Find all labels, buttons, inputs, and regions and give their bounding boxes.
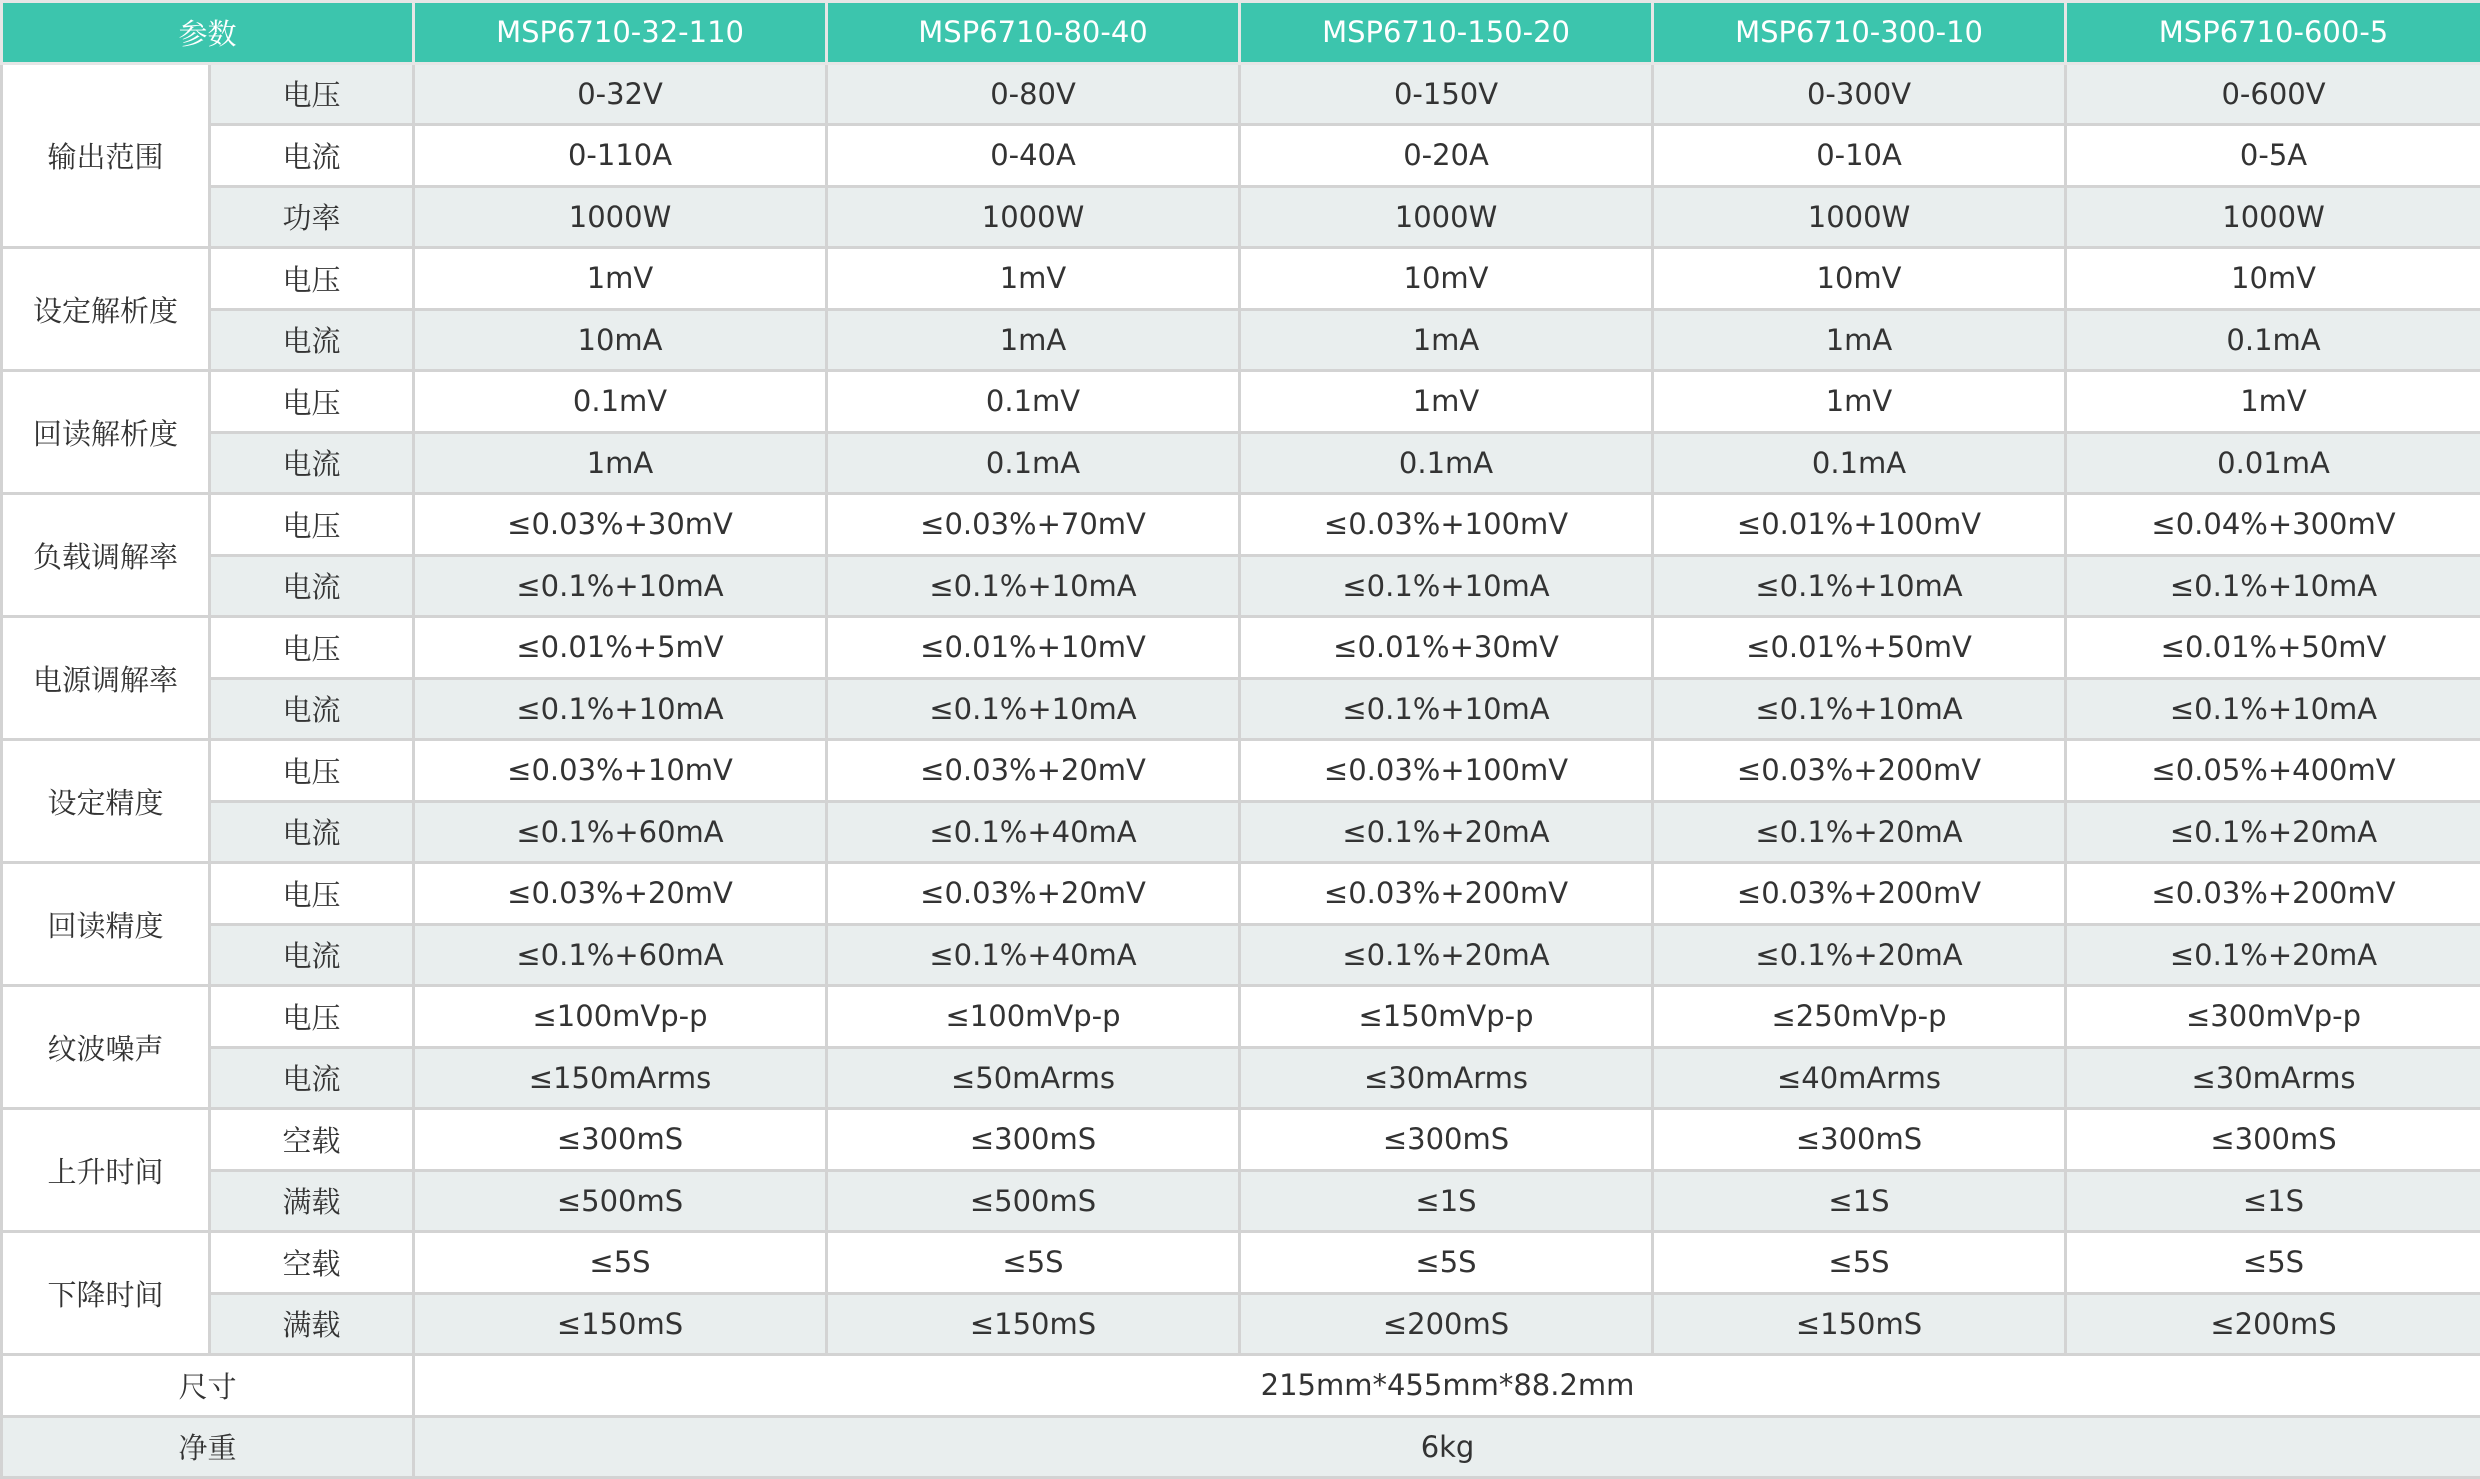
value-cell: ≤0.03%+20mV (827, 863, 1240, 925)
table-row (2, 1416, 2480, 1478)
value-cell: ≤0.01%+30mV (1240, 617, 1653, 679)
sub-label: 电流 (210, 801, 414, 863)
value-cell: ≤0.1%+10mA (1653, 555, 2066, 617)
table-row (2, 1047, 2480, 1109)
table-row (2, 494, 2480, 556)
value-cell: ≤250mVp-p (1653, 986, 2066, 1048)
value-cell: ≤5S (2066, 1232, 2480, 1294)
value-cell: ≤0.03%+70mV (827, 494, 1240, 556)
sub-label: 电压 (210, 371, 414, 433)
value-cell: ≤50mArms (827, 1047, 1240, 1109)
sub-label: 电压 (210, 740, 414, 802)
footer-value: 215mm*455mm*88.2mm (414, 1355, 2480, 1417)
value-cell: 1000W (1240, 186, 1653, 248)
value-cell: ≤0.1%+10mA (1240, 555, 1653, 617)
value-cell: 0.1mA (2066, 309, 2480, 371)
value-cell: 1mV (1653, 371, 2066, 433)
table-row (2, 432, 2480, 494)
value-cell: ≤0.03%+20mV (414, 863, 827, 925)
sub-label: 电压 (210, 863, 414, 925)
value-cell: ≤0.1%+10mA (414, 678, 827, 740)
sub-label: 电流 (210, 924, 414, 986)
value-cell: 0.1mA (1240, 432, 1653, 494)
value-cell: 0-80V (827, 63, 1240, 125)
sub-label: 空载 (210, 1232, 414, 1294)
value-cell: ≤150mVp-p (1240, 986, 1653, 1048)
value-cell: ≤5S (1240, 1232, 1653, 1294)
table-row (2, 1232, 2480, 1294)
value-cell: ≤0.01%+50mV (1653, 617, 2066, 679)
group-label: 上升时间 (2, 1109, 210, 1232)
table-row (2, 248, 2480, 310)
value-cell: 0.01mA (2066, 432, 2480, 494)
value-cell: 0-150V (1240, 63, 1653, 125)
value-cell: 0-600V (2066, 63, 2480, 125)
sub-label: 电压 (210, 248, 414, 310)
value-cell: 0.1mV (414, 371, 827, 433)
value-cell: ≤1S (1653, 1170, 2066, 1232)
value-cell: ≤500mS (414, 1170, 827, 1232)
value-cell: 1000W (2066, 186, 2480, 248)
value-cell: ≤0.1%+20mA (1240, 801, 1653, 863)
value-cell: ≤300mVp-p (2066, 986, 2480, 1048)
group-label: 负载调解率 (2, 494, 210, 617)
value-cell: 1mA (1653, 309, 2066, 371)
value-cell: ≤0.1%+20mA (2066, 924, 2480, 986)
value-cell: 0-32V (414, 63, 827, 125)
value-cell: ≤0.03%+200mV (2066, 863, 2480, 925)
table-row (2, 1355, 2480, 1417)
value-cell: ≤100mVp-p (414, 986, 827, 1048)
value-cell: 10mA (414, 309, 827, 371)
value-cell: ≤0.1%+40mA (827, 801, 1240, 863)
sub-label: 电流 (210, 555, 414, 617)
sub-label: 满载 (210, 1170, 414, 1232)
value-cell: ≤0.1%+10mA (2066, 678, 2480, 740)
value-cell: ≤0.1%+10mA (414, 555, 827, 617)
group-label: 回读解析度 (2, 371, 210, 494)
value-cell: 0-5A (2066, 125, 2480, 187)
sub-label: 满载 (210, 1293, 414, 1355)
value-cell: ≤200mS (2066, 1293, 2480, 1355)
value-cell: 0-20A (1240, 125, 1653, 187)
value-cell: ≤0.03%+200mV (1653, 740, 2066, 802)
group-label: 下降时间 (2, 1232, 210, 1355)
sub-label: 电流 (210, 125, 414, 187)
value-cell: ≤0.1%+10mA (827, 678, 1240, 740)
table-row (2, 924, 2480, 986)
value-cell: ≤30mArms (1240, 1047, 1653, 1109)
value-cell: ≤0.03%+200mV (1653, 863, 2066, 925)
group-label: 设定解析度 (2, 248, 210, 371)
sub-label: 电压 (210, 986, 414, 1048)
value-cell: ≤5S (827, 1232, 1240, 1294)
table-row (2, 801, 2480, 863)
value-cell: 1mV (414, 248, 827, 310)
value-cell: ≤0.1%+40mA (827, 924, 1240, 986)
header-model: MSP6710-32-110 (414, 2, 827, 64)
value-cell: ≤0.1%+10mA (1653, 678, 2066, 740)
value-cell: 0.1mA (827, 432, 1240, 494)
group-label: 输出范围 (2, 63, 210, 248)
sub-label: 电压 (210, 617, 414, 679)
value-cell: 10mV (1240, 248, 1653, 310)
value-cell: ≤0.03%+200mV (1240, 863, 1653, 925)
value-cell: ≤150mS (827, 1293, 1240, 1355)
table-row (2, 555, 2480, 617)
table-row (2, 986, 2480, 1048)
value-cell: ≤150mS (414, 1293, 827, 1355)
table-row (2, 740, 2480, 802)
value-cell: ≤0.03%+100mV (1240, 494, 1653, 556)
value-cell: ≤0.04%+300mV (2066, 494, 2480, 556)
sub-label: 电流 (210, 678, 414, 740)
value-cell: 1mA (1240, 309, 1653, 371)
value-cell: 1mA (414, 432, 827, 494)
value-cell: ≤0.1%+60mA (414, 924, 827, 986)
value-cell: ≤200mS (1240, 1293, 1653, 1355)
group-label: 回读精度 (2, 863, 210, 986)
sub-label: 空载 (210, 1109, 414, 1171)
group-label: 设定精度 (2, 740, 210, 863)
table-row (2, 1170, 2480, 1232)
footer-label: 尺寸 (2, 1355, 414, 1417)
value-cell: ≤0.1%+60mA (414, 801, 827, 863)
value-cell: ≤0.1%+10mA (2066, 555, 2480, 617)
table-row (2, 678, 2480, 740)
table-row (2, 309, 2480, 371)
value-cell: ≤300mS (1240, 1109, 1653, 1171)
value-cell: 1000W (414, 186, 827, 248)
sub-label: 功率 (210, 186, 414, 248)
value-cell: 1mV (827, 248, 1240, 310)
value-cell: ≤300mS (1653, 1109, 2066, 1171)
value-cell: 0-40A (827, 125, 1240, 187)
value-cell: 1mV (2066, 371, 2480, 433)
value-cell: ≤0.03%+10mV (414, 740, 827, 802)
value-cell: 1mA (827, 309, 1240, 371)
value-cell: ≤300mS (414, 1109, 827, 1171)
sub-label: 电流 (210, 1047, 414, 1109)
value-cell: 1000W (1653, 186, 2066, 248)
value-cell: 0-110A (414, 125, 827, 187)
header-model: MSP6710-150-20 (1240, 2, 1653, 64)
value-cell: ≤1S (1240, 1170, 1653, 1232)
value-cell: ≤150mArms (414, 1047, 827, 1109)
sub-label: 电流 (210, 309, 414, 371)
table-row (2, 371, 2480, 433)
value-cell: 0-300V (1653, 63, 2066, 125)
table-row (2, 617, 2480, 679)
table-row (2, 125, 2480, 187)
value-cell: 0-10A (1653, 125, 2066, 187)
value-cell: ≤300mS (2066, 1109, 2480, 1171)
group-label: 纹波噪声 (2, 986, 210, 1109)
value-cell: ≤0.1%+20mA (1653, 924, 2066, 986)
value-cell: ≤40mArms (1653, 1047, 2066, 1109)
value-cell: 10mV (2066, 248, 2480, 310)
header-model: MSP6710-600-5 (2066, 2, 2480, 64)
value-cell: ≤100mVp-p (827, 986, 1240, 1048)
value-cell: ≤0.1%+20mA (2066, 801, 2480, 863)
footer-value: 6kg (414, 1416, 2480, 1478)
value-cell: ≤0.01%+5mV (414, 617, 827, 679)
group-label: 电源调解率 (2, 617, 210, 740)
value-cell: ≤30mArms (2066, 1047, 2480, 1109)
value-cell: 1000W (827, 186, 1240, 248)
value-cell: ≤300mS (827, 1109, 1240, 1171)
table-row (2, 1109, 2480, 1171)
header-model: MSP6710-300-10 (1653, 2, 2066, 64)
spec-body (2, 63, 2480, 1478)
sub-label: 电流 (210, 432, 414, 494)
value-cell: ≤5S (414, 1232, 827, 1294)
sub-label: 电压 (210, 63, 414, 125)
value-cell: ≤0.01%+10mV (827, 617, 1240, 679)
value-cell: ≤0.1%+10mA (1240, 678, 1653, 740)
value-cell: ≤0.03%+30mV (414, 494, 827, 556)
header-param-label: 参数 (2, 2, 414, 64)
header-model: MSP6710-80-40 (827, 2, 1240, 64)
value-cell: ≤1S (2066, 1170, 2480, 1232)
value-cell: 0.1mV (827, 371, 1240, 433)
value-cell: ≤500mS (827, 1170, 1240, 1232)
value-cell: ≤0.05%+400mV (2066, 740, 2480, 802)
value-cell: ≤0.1%+20mA (1653, 801, 2066, 863)
value-cell: ≤0.03%+20mV (827, 740, 1240, 802)
value-cell: ≤5S (1653, 1232, 2066, 1294)
value-cell: ≤0.1%+20mA (1240, 924, 1653, 986)
sub-label: 电压 (210, 494, 414, 556)
table-row (2, 1293, 2480, 1355)
value-cell: ≤0.01%+50mV (2066, 617, 2480, 679)
value-cell: 10mV (1653, 248, 2066, 310)
value-cell: ≤0.01%+100mV (1653, 494, 2066, 556)
header-row (2, 2, 2480, 64)
value-cell: ≤0.1%+10mA (827, 555, 1240, 617)
table-row (2, 186, 2480, 248)
value-cell: 0.1mA (1653, 432, 2066, 494)
value-cell: 1mV (1240, 371, 1653, 433)
value-cell: ≤150mS (1653, 1293, 2066, 1355)
footer-label: 净重 (2, 1416, 414, 1478)
table-row (2, 63, 2480, 125)
value-cell: ≤0.03%+100mV (1240, 740, 1653, 802)
table-row (2, 863, 2480, 925)
